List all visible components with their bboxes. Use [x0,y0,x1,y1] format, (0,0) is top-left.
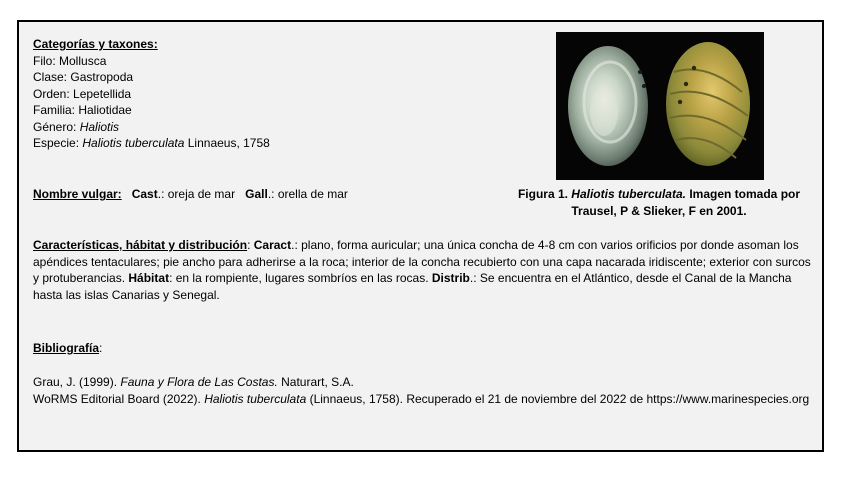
reference-item [33,374,819,391]
habitat-text: : en la rompiente, lugares sombríos en las rocas. [169,271,432,285]
caract-label: Caract [253,238,292,252]
species-row [33,135,513,152]
caption-prefix: Figura 1. [517,187,572,201]
order-row [33,86,513,103]
genus-label: Género: [33,119,80,134]
common-name-heading: Nombre vulgar: [33,187,122,201]
figure-caption [499,186,819,219]
bibliography-list [33,374,819,407]
reference-item [33,391,819,408]
species-card [17,20,824,452]
genus-value: Haliotis [79,119,120,134]
class-row [33,69,513,86]
distrib-text: .: Se encuentra en el Atlántico, desde el Canal de la Mancha hasta las islas Canarias y Senegal. [33,271,792,302]
characteristics-paragraph [33,237,819,303]
caption-species: Haliotis tuberculata. [571,187,686,201]
caract-text: .: plano, forma auricular; una única concha de 4-8 cm con varios orificios por donde asoman los apéndices tentaculares; pie ancho para adherirse a la roca; interior de la concha recubierto con una capa nacarada iridiscente; exterior con surcos y protuberancias. [33,238,811,285]
ref1-author: Grau, J. (1999). [33,375,121,389]
family-value: Haliotidae [78,103,132,117]
class-label: Clase: [33,70,71,84]
distrib-label: Distrib [431,271,470,285]
phylum-value: Mollusca [59,53,107,68]
order-label: Orden: [33,86,74,101]
ref1-title: Fauna y Flora de Las Costas. [120,375,278,389]
phylum-row [33,53,513,70]
taxonomy-heading: Categorías y taxones: [33,37,158,51]
bibliography-heading-row [33,340,102,357]
family-label: Familia: [33,103,79,117]
habitat-label: Hábitat [128,271,170,285]
caption-suffix: Imagen tomada por Trausel, P & Slieker, F en 2001. [571,187,801,218]
ref2-author: WoRMS Editorial Board (2022). [33,391,205,406]
species-label: Especie: [33,136,83,150]
characteristics-heading: Características, hábitat y distribución [33,238,248,252]
bibliography-colon: : [99,341,103,355]
characteristics-colon: : [247,238,254,252]
galician-value: .: orella de mar [267,187,348,201]
common-name-row [33,186,348,203]
order-value: Lepetellida [73,86,132,101]
ref1-publisher: Naturart, S.A. [277,375,354,389]
ref2-rest: (Linnaeus, 1758). Recuperado el 21 de noviembre del 2022 de https://www.marinespecies.org [306,391,810,406]
phylum-label: Filo: [33,53,60,68]
castilian-label: Cast [131,187,158,201]
genus-row [33,119,513,136]
abalone-shell-image [556,32,764,180]
shell-photo [556,32,764,180]
castilian-value: .: oreja de mar [157,187,236,201]
species-author: Linnaeus, 1758 [184,136,270,150]
class-value: Gastropoda [70,70,134,84]
family-row [33,102,513,119]
ref2-title: Haliotis tuberculata [204,391,307,406]
species-value: Haliotis tuberculata [82,136,185,150]
bibliography-heading: Bibliografía [33,341,100,355]
taxonomy-section [33,36,513,152]
galician-label: Gall [245,187,268,201]
